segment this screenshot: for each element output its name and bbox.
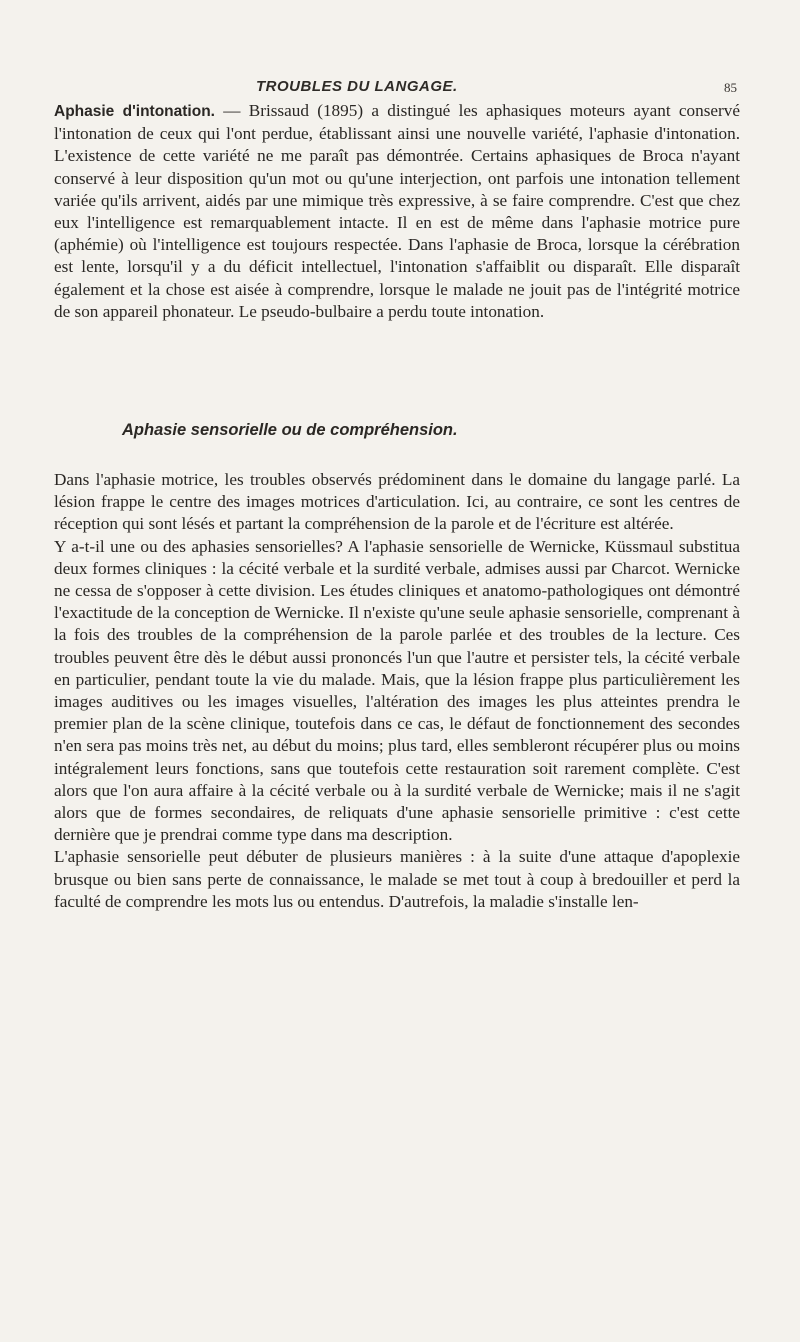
sensorielle-section [54, 469, 740, 913]
intonation-section [54, 100, 740, 323]
section-heading: Aphasie sensorielle ou de compréhension. [122, 421, 458, 439]
running-head: TROUBLES DU LANGAGE. [256, 78, 458, 95]
intonation-body: — Brissaud (1895) a distingué les aphasiques moteurs ayant conservé l'intonation de ceux qui l'ont perdue, établissant ainsi une nouvelle variété, l'aphasie d'intonation. L'existence de cette variété ne me paraît pas démontrée. Certains aphasiques de Broca n'ayant conservé à leur disposition qu'un mot ou qu'une interjection, ont parfois une intonation tellement variée qu'ils arrivent, aidés par une mimique très expressive, à se faire comprendre. C'est que chez eux l'intelligence est remarquablement intacte. Il en est de même dans l'aphasie motrice pure (aphémie) où l'intelligence est toujours respectée. Dans l'aphasie de Broca, lorsque la cérébration est lente, lorsqu'il y a du déficit intellectuel, l'intonation s'affaiblit ou disparaît. Elle disparaît également et la chose est aisée à comprendre, lorsque le malade ne jouit pas de l'intégrité motrice de son appareil phonateur. Le pseudo-bulbaire a perdu toute intonation. [54, 101, 740, 321]
paragraph-1: Dans l'aphasie motrice, les troubles observés prédominent dans le domaine du langage parlé. La lésion frappe le centre des images motrices d'articulation. Ici, au contraire, ce sont les centres de réception qui sont lésés et partant la compréhension de la parole et de l'écriture est altérée. [54, 470, 740, 534]
intonation-paragraph [54, 100, 740, 323]
paragraph-2: Y a-t-il une ou des aphasies sensorielles? A l'aphasie sensorielle de Wernicke, Küssmaul substitua deux formes cliniques : la cécité verbale et la surdité verbale, admises aussi par Charcot. Wernicke ne cessa de s'opposer à cette division. Les études cliniques et anatomo-pathologiques ont démontré l'exactitude de la conception de Wernicke. Il n'existe qu'une seule aphasie sensorielle, comprenant à la fois des troubles de la compréhension de la parole parlée et des troubles de la lecture. Ces troubles peuvent être dès le début aussi prononcés l'un que l'autre et persister tels, la cécité verbale en particulier, pendant toute la vie du malade. Mais, que la lésion frappe plus particulièrement les images auditives ou les images visuelles, l'altération des images les plus atteintes prendra le premier plan de la scène clinique, toutefois dans ce cas, le défaut de fonctionnement des secondes n'en sera pas moins très net, au début du moins; plus tard, elles sembleront récupérer plus ou moins intégralement leurs fonctions, sans que toutefois cette restauration soit rarement complète. C'est alors que l'on aura affaire à la cécité verbale ou à la surdité verbale de Wernicke; mais il ne s'agit alors que de formes secondaires, de reliquats d'une aphasie sensorielle primitive : c'est cette dernière que je prendrai comme type dans ma description. [54, 536, 740, 845]
paragraph-3: L'aphasie sensorielle peut débuter de plusieurs manières : à la suite d'une attaque d'apoplexie brusque ou bien sans perte de connaissance, le malade se met tout à coup à bredouiller et perd la faculté de comprendre les mots lus ou entendus. D'autrefois, la maladie s'installe len- [54, 847, 740, 911]
page-number: 85 [724, 80, 737, 95]
run-in-title: Aphasie d'intonation. [54, 103, 215, 120]
